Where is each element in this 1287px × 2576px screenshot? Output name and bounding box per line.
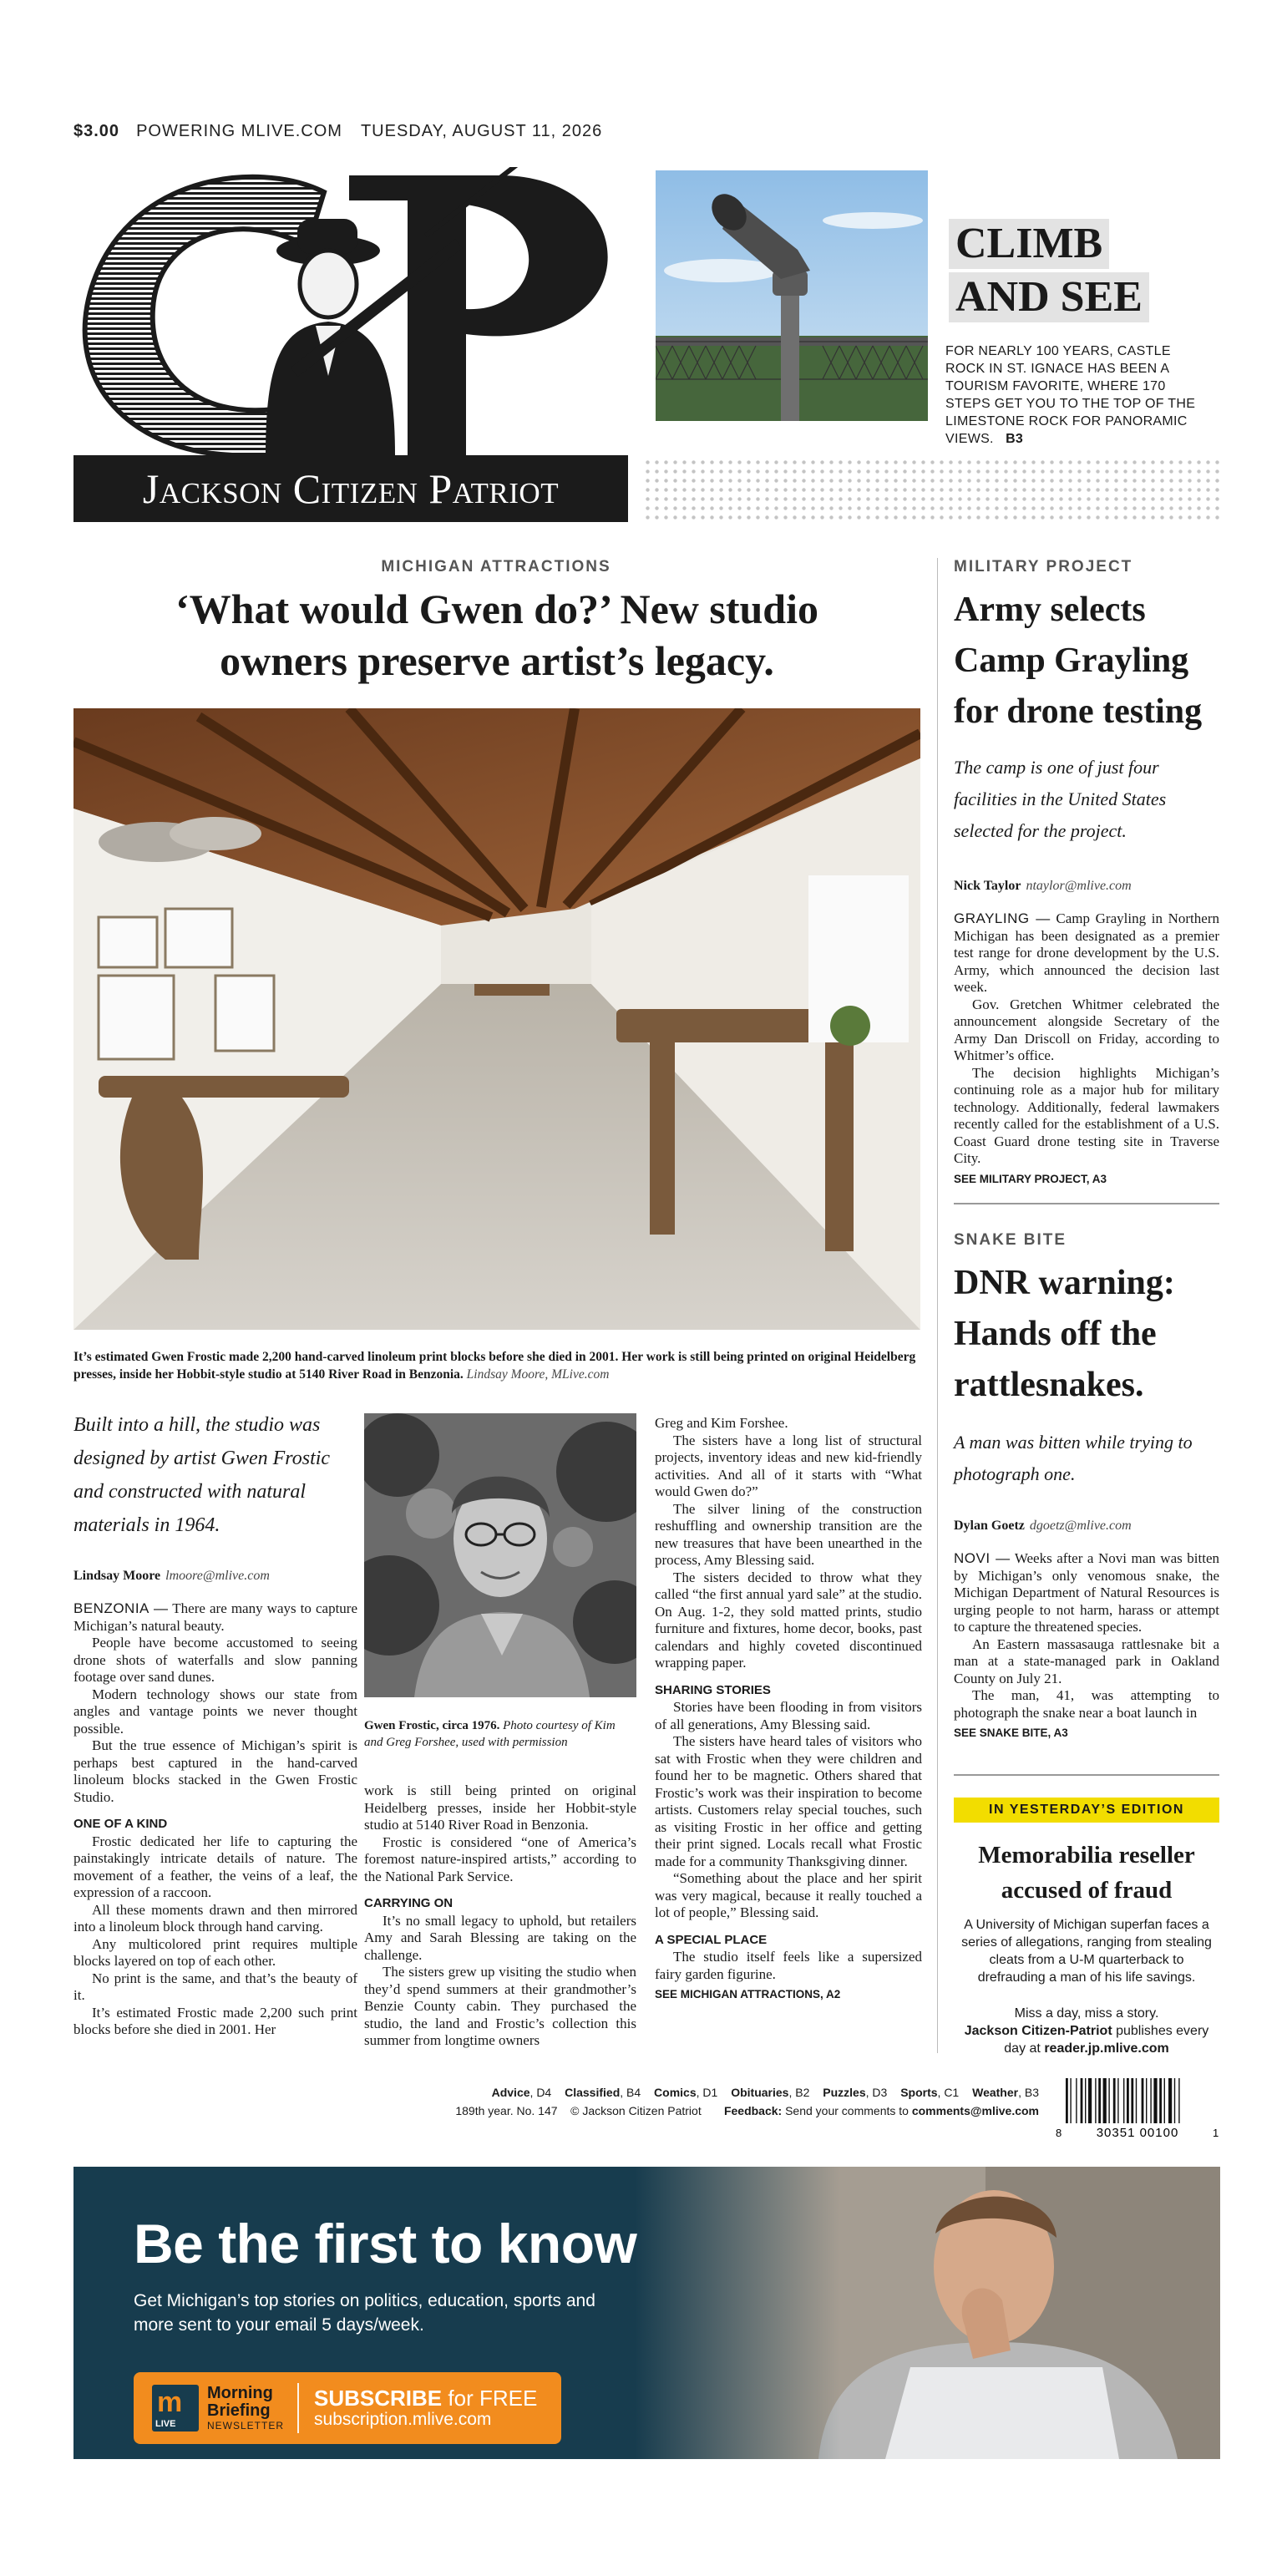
svg-text:8: 8	[1056, 2127, 1062, 2138]
index-item: Weather, B3	[972, 2086, 1039, 2099]
ad-subtext: Get Michigan’s top stories on politics, education, sports and more sent to your email 5 days/week.	[134, 2291, 595, 2335]
subscribe-button[interactable]	[134, 2372, 561, 2444]
barcode-bar	[1098, 2078, 1101, 2123]
mlive-logo-icon: m LIVE	[152, 2385, 199, 2431]
barcode-bar	[1108, 2078, 1109, 2123]
ad-headline: Be the first to know	[134, 2213, 637, 2274]
copyright: © Jackson Citizen Patriot	[570, 2104, 702, 2117]
svg-text:1: 1	[1213, 2127, 1219, 2138]
subhead-one-of-a-kind: ONE OF A KIND	[73, 1817, 168, 1831]
index-meta: 189th year. No. 147 © Jackson Citizen Patriot Feedback: Send your comments to comments@mlive.com	[455, 2104, 1039, 2117]
lead-photo-credit: Lindsay Moore, MLive.com	[466, 1367, 610, 1382]
barcode-bar	[1150, 2078, 1151, 2123]
index-item: Comics, D1	[654, 2086, 718, 2099]
barcode-bar	[1178, 2078, 1179, 2123]
barcode-bar	[1103, 2078, 1107, 2123]
barcode-bar	[1076, 2078, 1077, 2123]
barcode-bar	[1174, 2078, 1175, 2123]
barcode-bar	[1142, 2078, 1144, 2123]
column-divider	[937, 558, 938, 2053]
man-at-laptop-image	[635, 2167, 1220, 2459]
tagline: POWERING MLIVE.COM	[136, 122, 342, 140]
barcode-bar	[1123, 2078, 1124, 2123]
lead-body-column-3: Greg and Kim Forshee. The sisters have a long list of structural projects, inventory ideas and new kid-friendly activities. And all of it starts with “What would Gwen do?” The silver lining of the construction reshuffling and ownership transition are the new treasures that have been unearthed in the process, Amy Blessing said. The sisters decided to throw what they called “the first annual yard sale” at the studio. On Aug. 1-2, they sold matted prints, studio furniture and fixtures, home decor, books, past calendars and highly coveted discontinued wrapping paper. SHARING STORIES Stories have been flooding in from visitors of all generations, Amy Blessing said. The sisters have heard tales of visitors who sat with Frostic when they were children and found her to be magnetic. Others shared that Frostic’s work was their inspiration to become artists. Customers relay special touches, such as visiting Frostic in her office and getting their print signed. Locals recall what Frostic made for a community Thanksgiving dinner. “Something about the place and her spirit was very magical, because it really touched a lot of people,” Blessing said. A SPECIAL PLACE The studio itself feels like a supersized fairy garden figurine. SEE MICHIGAN ATTRACTIONS, A2	[655, 1415, 922, 2004]
rail1-deck: The camp is one of just four facilities in the United States selected for the project.	[954, 757, 1167, 841]
byline-name: Lindsay Moore	[73, 1569, 161, 1583]
lead-body-column-1: BENZONIA — There are many ways to capture Michigan’s natural beauty. People have become accustomed to seeing drone shots of waterfalls and slow panning footage over sand dunes. Modern technology shows our state from angles and vantage points we never thought possible. But the true essence of Michigan’s spirit is perhaps best captured in the hand-carved linoleum blocks stacked in the Gwen Frostic Studio. ONE OF A KIND Frostic dedicated her life to capturing the painstakingly intricate details of nature. The movement of a feather, the veins of a leaf, the expression of a raccoon. All these moments drawn and then mirrored into a linoleum block through hand carving. Any multicolored print requires multiple blocks layered on top of each other. No print is the same, and that’s the beauty of it. It’s estimated Frostic made 2,200 such print blocks before she died in 2001. Her	[73, 1600, 358, 2037]
lead-deck: Built into a hill, the studio was designed by artist Gwen Frostic and constructed with natural materials in 1964.	[73, 1414, 331, 1536]
edition-info	[73, 122, 621, 141]
yesterday-footer: Miss a day, miss a story. Jackson Citizen-Patriot publishes every day at reader.jp.mlive.com	[964, 2006, 1209, 2056]
barcode-bar	[1136, 2078, 1137, 2123]
promo-title-line1: CLIMB	[949, 219, 1109, 269]
svg-text:30351 00100: 30351 00100	[1096, 2126, 1179, 2138]
rail2-byline-email[interactable]: dgoetz@mlive.com	[1029, 1519, 1132, 1533]
barcode-bar	[1131, 2078, 1133, 2123]
rail2-jump-link[interactable]: SEE SNAKE BITE, A3	[954, 1727, 1068, 1739]
index-item: Puzzles, D3	[823, 2086, 888, 2099]
lead-photo-studio-interior[interactable]	[73, 708, 920, 1330]
index-item: Classified, B4	[565, 2086, 641, 2099]
subhead-a-special-place: A SPECIAL PLACE	[655, 1932, 768, 1947]
rail1-body: GRAYLING — Camp Grayling in Northern Michigan has been designated as a premier test range for drone development by the U.S. Army, which announced the decision last week. Gov. Gretchen Whitmer celebrated the announcement alongside Secretary of the Army Dan Driscoll on Friday, according to Whitmer’s office. The decision highlights Michigan’s continuing role as a major hub for military technology. Additionally, federal lawmakers recently called for the establishment of a U.S. Coast Guard drone testing site in Traverse City. SEE MILITARY PROJECT, A3	[954, 910, 1219, 1188]
lead-byline	[73, 1569, 357, 1584]
barcode-bar	[1085, 2078, 1086, 2123]
index-item: Obituaries, B2	[731, 2086, 810, 2099]
barcode-bar	[1113, 2078, 1116, 2123]
section-rule	[954, 1203, 1219, 1204]
subhead-sharing-stories: SHARING STORIES	[655, 1682, 771, 1697]
studio-interior-image	[73, 708, 920, 1330]
barcode-bar	[1164, 2078, 1165, 2123]
feedback-email[interactable]: comments@mlive.com	[911, 2104, 1039, 2117]
subhead-carrying-on: CARRYING ON	[364, 1896, 453, 1910]
rail2-byline: Dylan Goetz dgoetz@mlive.com	[954, 1519, 1132, 1533]
lead-photo-caption: It’s estimated Gwen Frostic made 2,200 hand-carved linoleum print blocks before she died in 2001. Her work is still being printed on original Heidelberg presses, inside her Hobbit-style studio at 5140 River Road in Benzonia. Lindsay Moore, MLive.com	[73, 1350, 916, 1382]
barcode-bar	[1146, 2078, 1147, 2123]
binocular-viewer-image	[656, 170, 928, 421]
section-rule	[954, 1774, 1219, 1776]
edition-date: TUESDAY, AUGUST 11, 2026	[360, 122, 603, 140]
portrait-credit: Photo courtesy of Kim and Greg Forshee, used with permission	[364, 1719, 616, 1749]
barcode-bar	[1066, 2078, 1068, 2123]
promo-text: FOR NEARLY 100 YEARS, CASTLE ROCK IN ST. IGNACE HAS BEEN A TOURISM FAVORITE, WHERE 170 STEPS GET YOU TO THE TOP OF THE LIMESTONE ROCK FOR PANORAMIC VIEWS. B3	[945, 344, 1196, 446]
yesterday-label: IN YESTERDAY’S EDITION	[954, 1798, 1219, 1823]
index-items	[429, 2083, 1039, 2102]
promo-page-ref: B3	[1006, 432, 1024, 446]
subscribe-cta: SUBSCRIBE for FREE subscription.mlive.com	[314, 2386, 538, 2429]
byline-email[interactable]: lmoore@mlive.com	[165, 1569, 270, 1583]
rail1-jump-link[interactable]: SEE MILITARY PROJECT, A3	[954, 1172, 1107, 1185]
promo-photo-binocular-viewer[interactable]	[656, 170, 928, 421]
rail1-kicker: MILITARY PROJECT	[954, 558, 1133, 576]
section-index	[429, 2083, 1039, 2120]
gwen-frostic-portrait-image	[364, 1413, 636, 1697]
lead-body-column-2: work is still being printed on original Heidelberg presses, inside her Hobbit-style studio at 5140 River Road in Benzonia. Frostic is considered “one of America’s foremost nature-inspired artists,” according to the National Park Service. CARRYING ON It’s no small legacy to uphold, but retailers Amy and Sarah Blessing are taking on the challenge. The sisters grew up visiting the studio when they’d spend summers at their grandmother’s Benzie County cabin. They purchased the studio, the land and Frostic’s collection this summer from longtime owners	[364, 1782, 636, 2048]
subscription-url: subscription.mlive.com	[314, 2410, 492, 2429]
price: $3.00	[73, 122, 120, 140]
barcode	[1054, 2077, 1221, 2138]
rail1-byline: Nick Taylor ntaylor@mlive.com	[954, 879, 1132, 893]
barcode-bar	[1168, 2078, 1172, 2123]
lead-headline[interactable]: ‘What would Gwen do?’ New studio owners preserve artist’s legacy.	[175, 586, 818, 684]
barcode-bar	[1153, 2078, 1157, 2123]
rail1-byline-email[interactable]: ntaylor@mlive.com	[1026, 879, 1132, 893]
promo-title-line2: AND SEE	[949, 272, 1149, 322]
rail1-headline[interactable]: Army selects Camp Grayling for drone testing	[954, 591, 1203, 731]
lead-jump-link[interactable]: SEE MICHIGAN ATTRACTIONS, A2	[655, 1988, 841, 2000]
barcode-bar	[1159, 2078, 1162, 2123]
rail2-kicker: SNAKE BITE	[954, 1231, 1067, 1249]
rail2-deck: A man was bitten while trying to photograph one.	[954, 1432, 1193, 1484]
lead-kicker: MICHIGAN ATTRACTIONS	[381, 558, 611, 576]
promo-title[interactable]	[949, 219, 1168, 326]
masthead-name: Jackson Citizen Patriot	[73, 455, 628, 522]
index-item: Advice, D4	[491, 2086, 552, 2099]
barcode-bar	[1117, 2078, 1118, 2123]
rail2-headline[interactable]: DNR warning: Hands off the rattlesnakes.	[954, 1264, 1175, 1404]
index-item: Sports, C1	[900, 2086, 960, 2099]
decorative-dot-pattern	[643, 458, 1219, 521]
barcode-bar	[1070, 2078, 1071, 2123]
reader-site-link[interactable]: reader.jp.mlive.com	[1044, 2041, 1169, 2056]
barcode-bar	[1095, 2078, 1096, 2123]
newsletter-brand: Morning Briefing NEWSLETTER	[207, 2384, 285, 2431]
barcode-bar	[1127, 2078, 1129, 2123]
ad-photo-man-at-laptop	[635, 2167, 1220, 2459]
yesterday-text: A University of Michigan superfan faces a series of allegations, ranging from stealing cleats from a U-M quarterback to drefrauding a man of his life savings.	[961, 1918, 1212, 1985]
barcode-bar	[1081, 2078, 1083, 2123]
portrait-photo-gwen-frostic[interactable]	[364, 1413, 636, 1697]
rail2-body: NOVI — Weeks after a Novi man was bitten by Michigan’s only venomous snake, the Michigan Department of Natural Resources is urging people to not harm, harass or attempt to capture the threatened species. An Eastern massasauga rattlesnake bit a man at a state-managed park in Oakland County on July 21. The man, 41, was attempting to photograph the snake near a boat launch in SEE SNAKE BITE, A3	[954, 1550, 1219, 1742]
barcode-bar	[1088, 2078, 1092, 2123]
yesterday-headline[interactable]: Memorabilia reseller accused of fraud	[978, 1842, 1195, 1904]
button-divider	[297, 2383, 299, 2433]
volume-number: 189th year. No. 147	[455, 2104, 558, 2117]
portrait-caption: Gwen Frostic, circa 1976. Photo courtesy of Kim and Greg Forshee, used with permission	[364, 1719, 616, 1749]
